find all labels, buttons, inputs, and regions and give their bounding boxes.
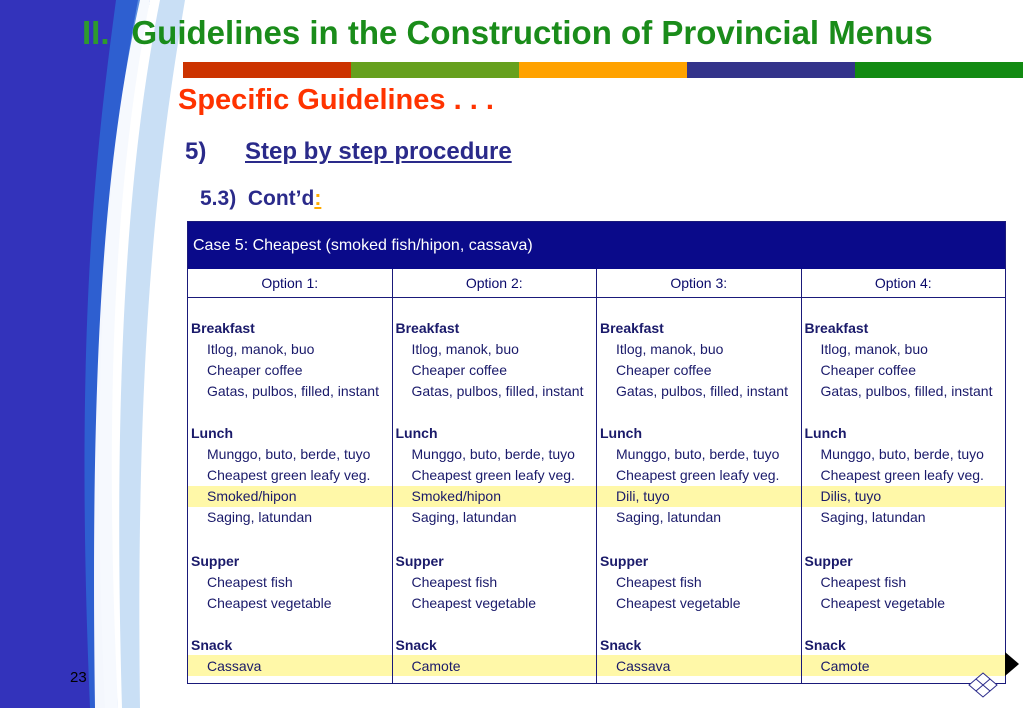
food-item: Itlog, manok, buo	[820, 341, 928, 357]
decorative-swoosh	[0, 0, 200, 708]
food-item: Itlog, manok, buo	[616, 341, 724, 357]
step-label: Step by step procedure	[245, 138, 512, 165]
menu-columns	[188, 269, 1005, 683]
sub-label: Cont’d	[247, 187, 315, 210]
food-item: Munggo, buto, berde, tuyo	[616, 446, 780, 462]
meal-label-lunch: Lunch	[191, 425, 233, 441]
meal-label-snack: Snack	[395, 637, 437, 653]
food-item: Munggo, buto, berde, tuyo	[411, 446, 575, 462]
menu-table	[187, 221, 1006, 684]
color-bar	[183, 62, 1023, 78]
sub-number: 5.3)	[200, 187, 237, 210]
meal-label-supper: Supper	[395, 553, 444, 569]
food-item: Cheapest vegetable	[616, 595, 741, 611]
color-bar-segment-1	[183, 62, 351, 78]
slide-title-text: Guidelines in the Construction of Provincial Menus	[131, 14, 933, 51]
food-item: Saging, latundan	[820, 509, 926, 525]
slide-title	[82, 14, 933, 52]
meal-label-lunch: Lunch	[804, 425, 847, 441]
sub-colon: :	[314, 187, 322, 210]
meal-label-breakfast: Breakfast	[395, 320, 460, 336]
food-item: Cheaper coffee	[207, 362, 303, 378]
food-item: Gatas, pulbos, filled, instant	[207, 383, 379, 399]
food-item-highlighted: Dilis, tuyo	[820, 488, 882, 504]
option-column-2	[393, 269, 598, 683]
slide-subtitle: Specific Guidelines . . .	[178, 84, 494, 116]
meal-label-supper: Supper	[804, 553, 853, 569]
food-item: Saging, latundan	[207, 509, 313, 525]
option-header: Option 3:	[597, 269, 801, 298]
food-item-highlighted: Smoked/hipon	[207, 488, 297, 504]
food-item: Cheapest green leafy veg.	[820, 467, 984, 483]
food-item: Itlog, manok, buo	[207, 341, 315, 357]
food-item-highlighted: Smoked/hipon	[411, 488, 502, 504]
food-item: Munggo, buto, berde, tuyo	[207, 446, 371, 462]
color-bar-segment-2	[351, 62, 519, 78]
food-item-highlighted: Cassava	[616, 658, 671, 674]
option-body	[188, 298, 392, 677]
option-body	[597, 298, 801, 677]
food-item: Cheapest green leafy veg.	[616, 467, 780, 483]
color-bar-segment-3	[519, 62, 687, 78]
food-item: Gatas, pulbos, filled, instant	[616, 383, 788, 399]
sub-heading	[200, 187, 321, 211]
food-item: Cheapest green leafy veg.	[411, 467, 575, 483]
food-item: Cheapest fish	[411, 574, 498, 590]
option-body	[393, 298, 597, 677]
food-item: Saging, latundan	[411, 509, 517, 525]
food-item-highlighted: Dili, tuyo	[616, 488, 670, 504]
option-header: Option 1:	[188, 269, 392, 298]
food-item: Cheaper coffee	[411, 362, 507, 378]
option-header: Option 4:	[802, 269, 1006, 298]
option-column-4	[802, 269, 1006, 683]
food-item: Cheapest fish	[820, 574, 907, 590]
meal-label-supper: Supper	[600, 553, 649, 569]
food-item: Cheapest green leafy veg.	[207, 467, 371, 483]
food-item: Itlog, manok, buo	[411, 341, 519, 357]
food-item: Cheapest fish	[616, 574, 702, 590]
option-column-3	[597, 269, 802, 683]
step-heading	[185, 138, 512, 166]
food-item: Gatas, pulbos, filled, instant	[820, 383, 993, 399]
meal-label-lunch: Lunch	[600, 425, 642, 441]
step-number: 5)	[185, 138, 207, 165]
option-header: Option 2:	[393, 269, 597, 298]
meal-label-snack: Snack	[191, 637, 233, 653]
meal-label-snack: Snack	[804, 637, 846, 653]
food-item: Munggo, buto, berde, tuyo	[820, 446, 984, 462]
option-column-1	[188, 269, 393, 683]
next-arrow-icon[interactable]	[1003, 650, 1021, 678]
food-item: Cheaper coffee	[820, 362, 916, 378]
option-body	[802, 298, 1006, 677]
food-item: Cheapest vegetable	[820, 595, 946, 611]
food-item-highlighted: Camote	[820, 658, 870, 674]
food-item-highlighted: Cassava	[207, 658, 262, 674]
food-item: Cheapest fish	[207, 574, 293, 590]
food-item: Cheaper coffee	[616, 362, 712, 378]
page-number: 23	[70, 669, 87, 686]
slide-title-number: II.	[82, 14, 110, 51]
food-item: Cheapest vegetable	[207, 595, 332, 611]
meal-label-snack: Snack	[600, 637, 642, 653]
meal-label-breakfast: Breakfast	[600, 320, 664, 336]
meal-label-breakfast: Breakfast	[191, 320, 255, 336]
meal-label-supper: Supper	[191, 553, 240, 569]
color-bar-segment-4	[687, 62, 855, 78]
food-item: Cheapest vegetable	[411, 595, 537, 611]
color-bar-segment-5	[855, 62, 1023, 78]
case-header: Case 5: Cheapest (smoked fish/hipon, cassava)	[188, 222, 1005, 269]
meal-label-breakfast: Breakfast	[804, 320, 869, 336]
food-item-highlighted: Camote	[411, 658, 461, 674]
meal-label-lunch: Lunch	[395, 425, 438, 441]
food-item: Gatas, pulbos, filled, instant	[411, 383, 584, 399]
food-item: Saging, latundan	[616, 509, 722, 525]
